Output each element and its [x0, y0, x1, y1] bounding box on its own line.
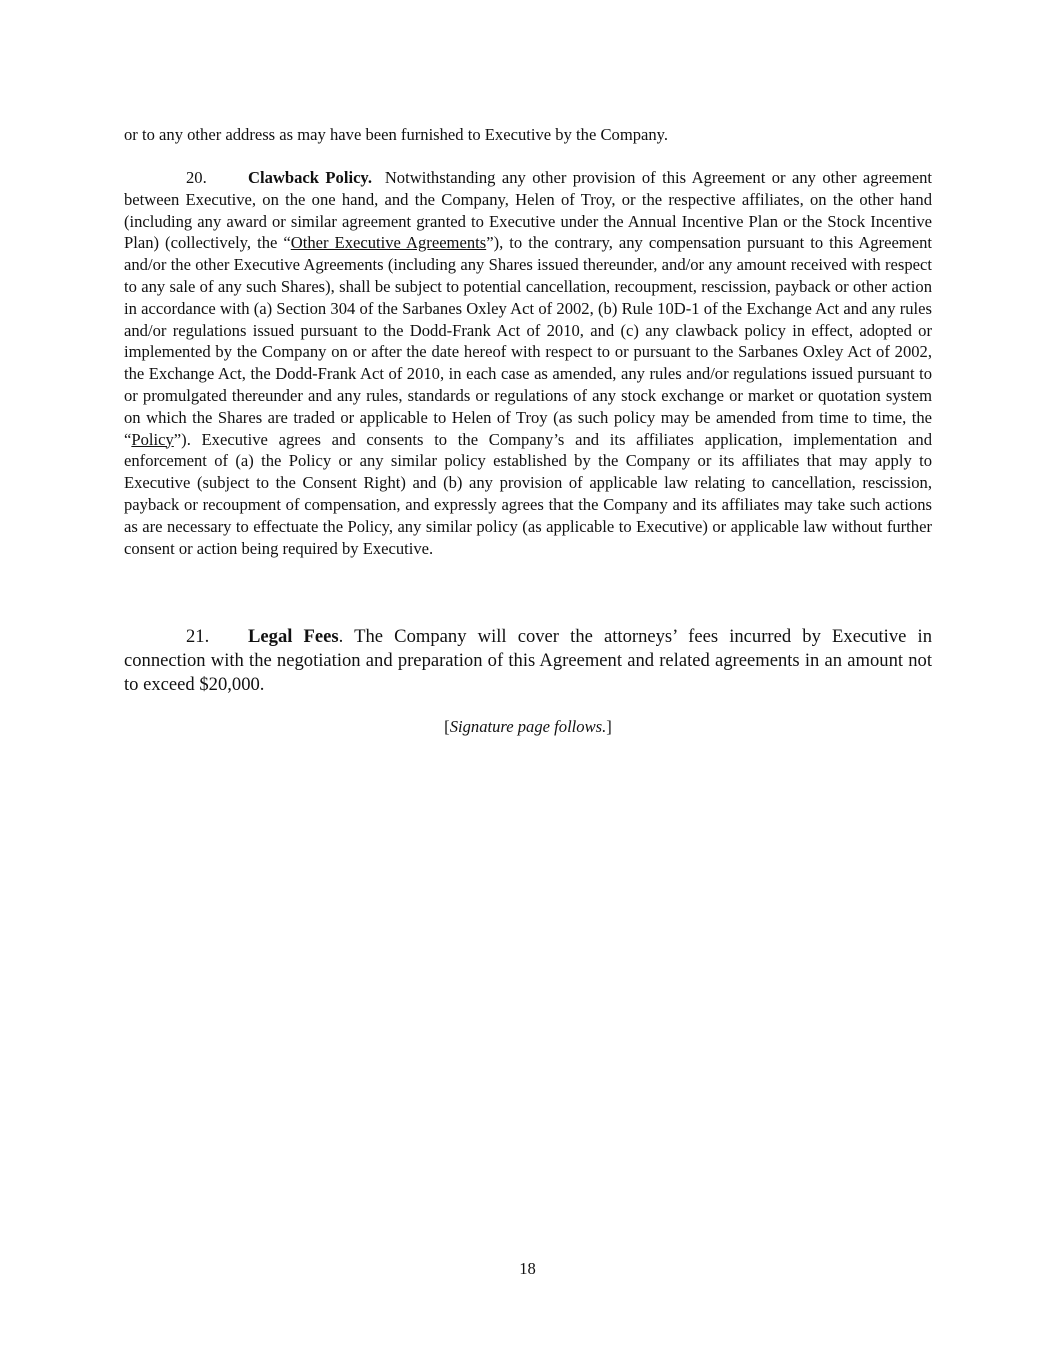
term-policy: Policy — [131, 429, 174, 449]
signature-note-close-bracket: ] — [606, 717, 612, 736]
section-20-number: 20. — [186, 168, 207, 187]
term-other-executive-agreements: Other Executive Agreements — [290, 233, 487, 253]
section-21-legal-fees — [124, 625, 932, 697]
section-20-text-b: ”), to the contrary, any compensation pursuant to this Agreement and/or the other Executive Agreements (including any Shares issued thereunder, and/or any amount received with respect to any sale of any such Shares), shall be subject to potential cancellation, recoupment, rescission, payback or other action in accordance with (a) Section 304 of the Sarbanes Oxley Act of 2002, (b) Rule 10D-1 of the Exchange Act and any rules and/or regulations issued pursuant to the Dodd-Frank Act of 2010, and (c) any clawback policy in effect, adopted or implemented by the Company on or after the date hereof with respect to or pursuant to the Sarbanes Oxley Act of 2002, the Exchange Act, the Dodd-Frank Act of 2010, in each case as amended, any rules and/or regulations issued pursuant to or promulgated thereunder and any rules, standards or regulations of any stock exchange or market or quotation system on which the Shares are traded or applicable to Helen of Troy (as such policy may be amended from time to time, the “ — [124, 233, 932, 449]
section-21-heading: Legal Fees — [248, 626, 339, 647]
section-21-text: . The Company will cover the attorneys’ fees incurred by Executive in connection with the negotiation and preparation of this Agreement and related agreements in an amount not to exceed $20,000. — [124, 626, 932, 695]
section-20-text-c: ”). Executive agrees and consents to the Company’s and its affiliates application, implementation and enforcement of (a) the Policy or any similar policy established by the Company or its affiliates that may apply to Executive (subject to the Consent Right) and (b) any provision of applicable law relating to cancellation, rescission, payback or recoupment of compensation, and expressly agrees that the Company and its affiliates may take such actions as are necessary to effectuate the Policy, any similar policy (as applicable to Executive) or applicable law without further consent or action being required by Executive. — [124, 429, 932, 558]
intro-line: or to any other address as may have been furnished to Executive by the Company. — [124, 125, 669, 144]
section-20-heading: Clawback Policy. — [248, 168, 372, 187]
section-21-number: 21. — [186, 626, 210, 647]
page-number: 18 — [519, 1259, 536, 1278]
section-20-clawback-policy — [124, 167, 932, 559]
signature-note-open-bracket: [ — [444, 717, 450, 736]
signature-note-text: Signature page follows. — [449, 717, 607, 736]
section-20-text-a: Notwithstanding any other provision of this Agreement or any other agreement between Executive, on the one hand, and the Company, Helen of Troy, or the respective affiliates, on the other hand (including any award or similar agreement granted to Executive under the Annual Incentive Plan or the Stock Incentive Plan) (collectively, the “ — [124, 168, 933, 253]
signature-page-note — [124, 716, 932, 738]
